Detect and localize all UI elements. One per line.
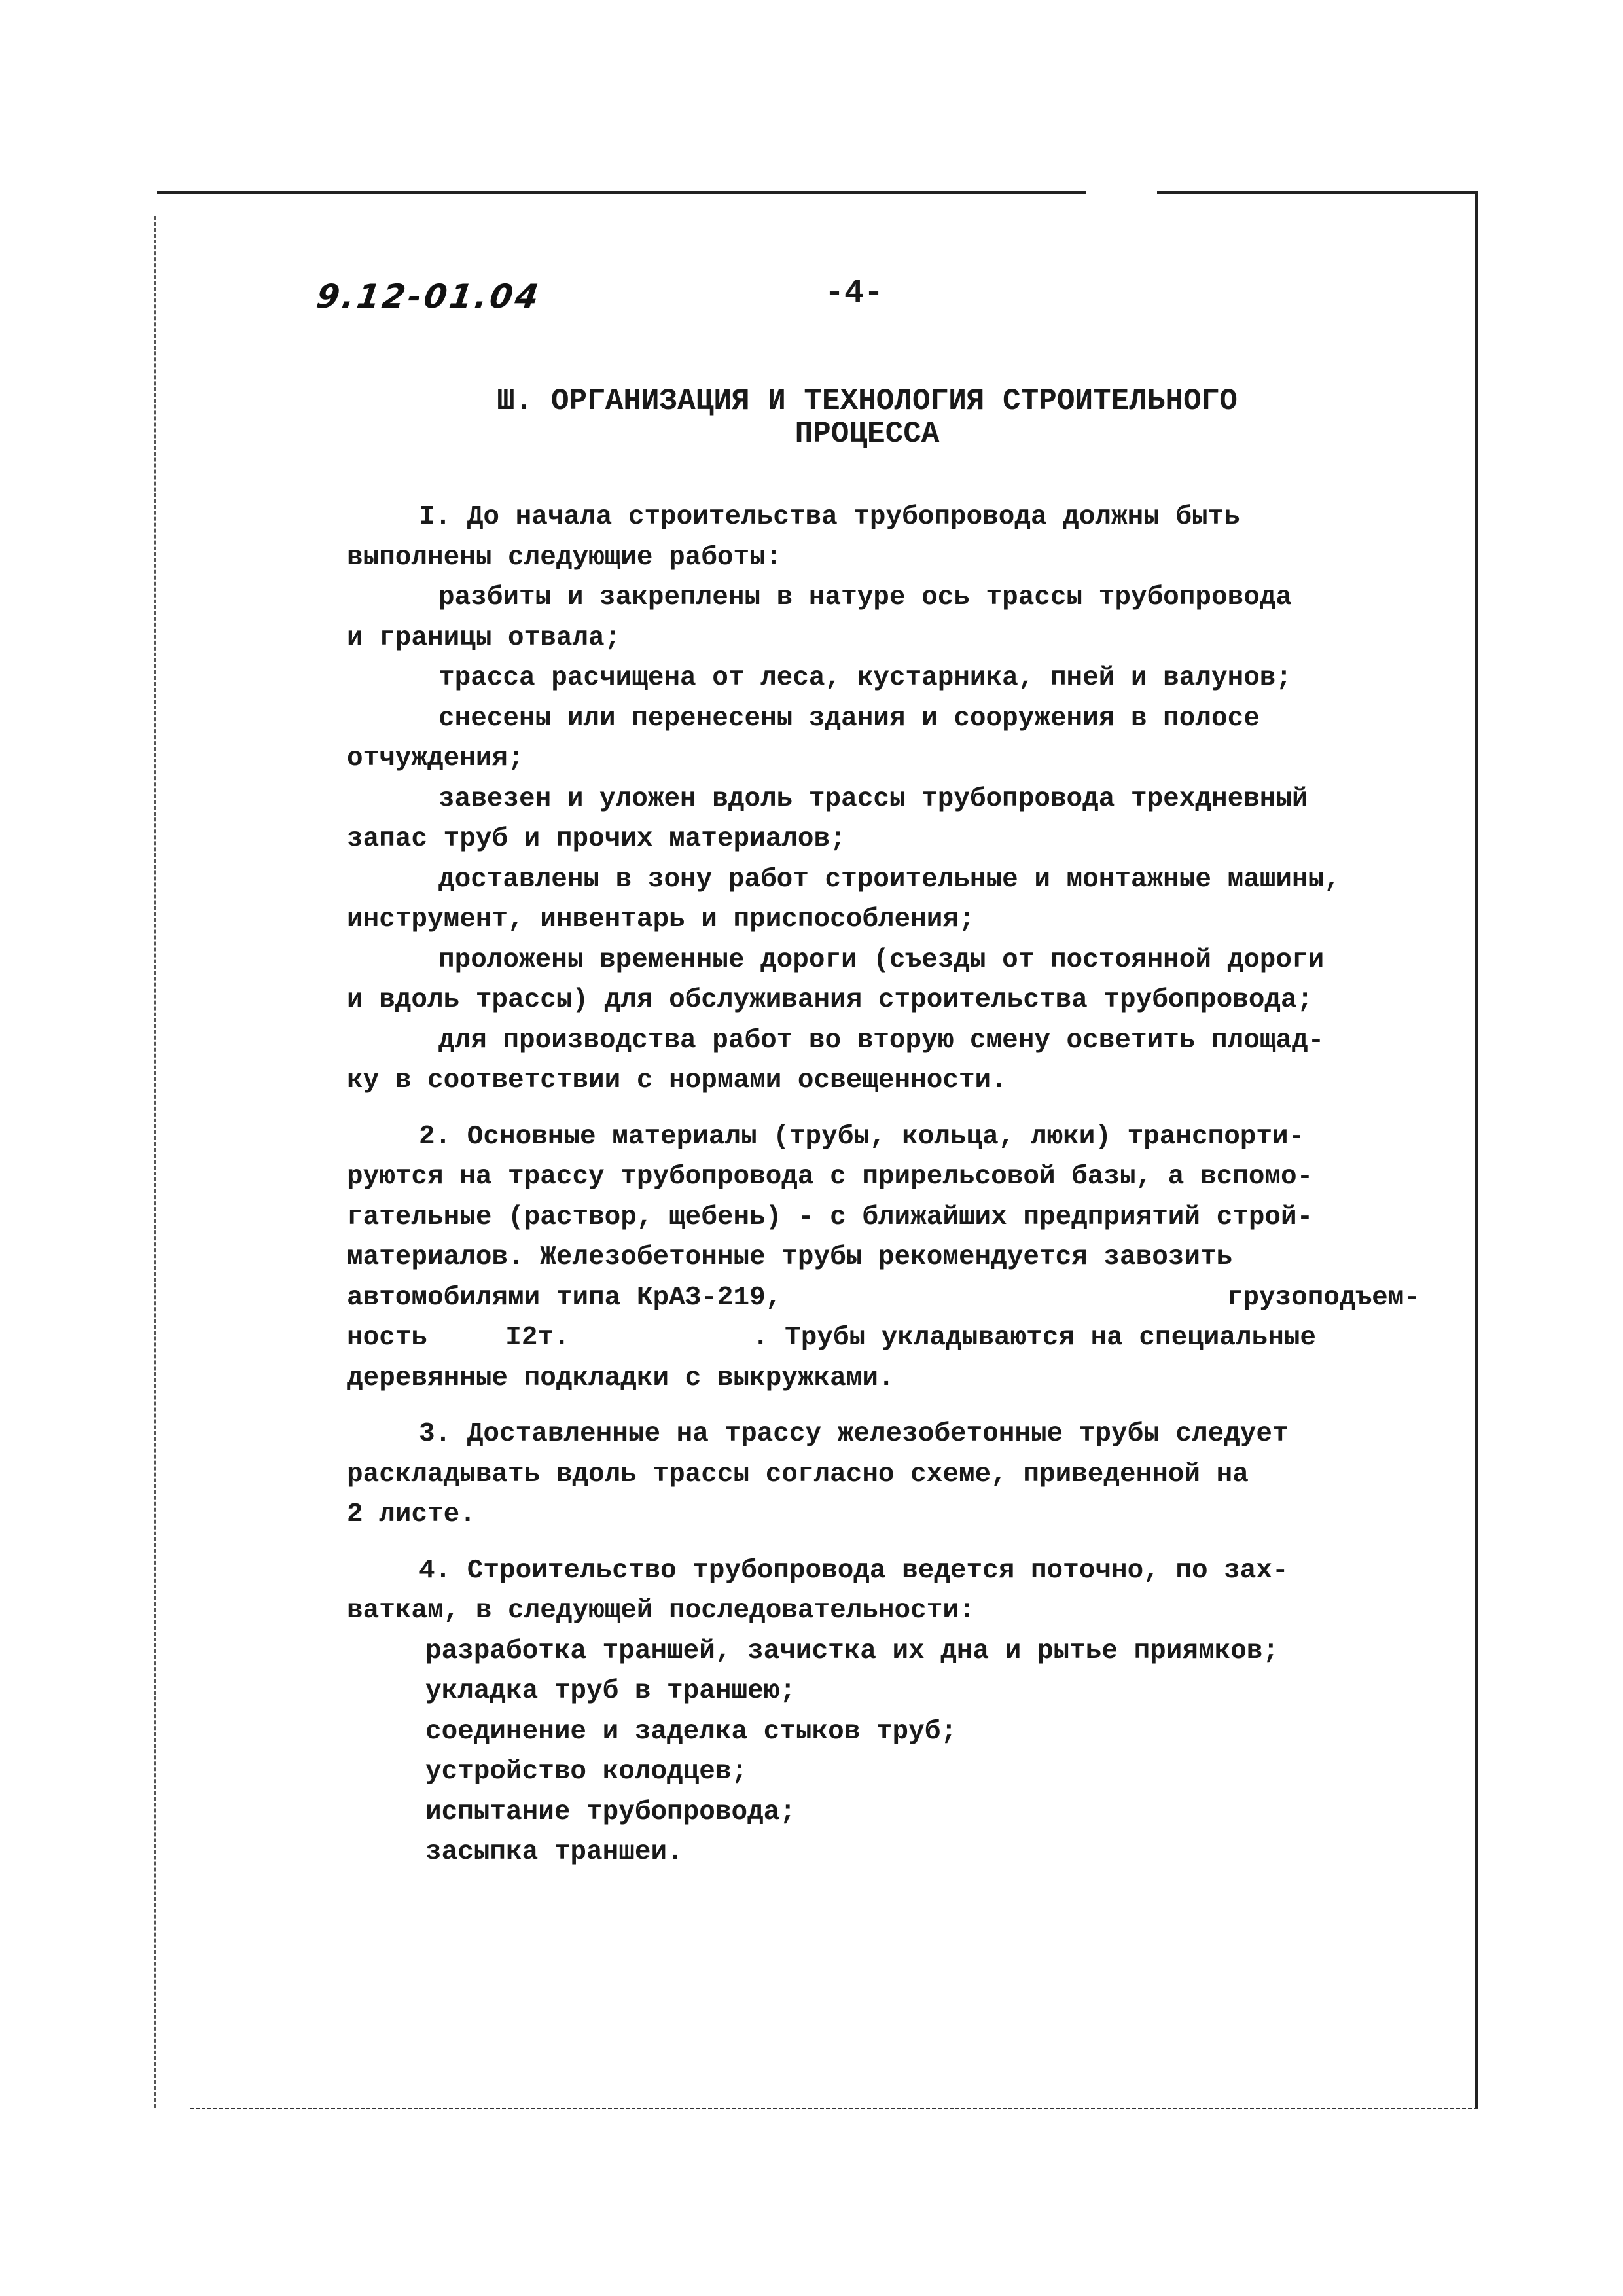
text-line: I. До начала строительства трубопровода должны быть bbox=[419, 502, 1240, 532]
frame-left-rule bbox=[154, 216, 156, 2108]
frame-bottom-rule bbox=[190, 2108, 1478, 2109]
paragraph-3 bbox=[347, 1414, 1420, 1535]
text-line: деревянные подкладки с выкружками. bbox=[347, 1363, 895, 1393]
text-line: руются на трассу трубопровода с прирельсовой базы, а вспомо- bbox=[347, 1162, 1313, 1192]
list-item: испытание трубопровода; bbox=[425, 1797, 796, 1827]
text-fragment: автомобилями типа КрАЗ-219, bbox=[347, 1282, 782, 1313]
paragraph-2 bbox=[347, 1117, 1420, 1399]
text-fragment: I2т. bbox=[505, 1323, 570, 1353]
list-item: соединение и заделка стыков труб; bbox=[425, 1716, 957, 1747]
list-item: устройство колодцев; bbox=[425, 1757, 748, 1787]
section-title-line-1: Ш. ОРГАНИЗАЦИЯ И ТЕХНОЛОГИЯ СТРОИТЕЛЬНОГО bbox=[497, 384, 1238, 418]
text-fragment: ность bbox=[347, 1323, 428, 1353]
paragraph-4 bbox=[347, 1551, 1420, 1873]
text-line: 2. Основные материалы (трубы, кольца, люки) транспорти- bbox=[419, 1121, 1305, 1152]
text-line: ку в соответствии с нормами освещенности. bbox=[347, 1066, 1007, 1096]
text-line: проложены временные дороги (съезды от постоянной дороги bbox=[438, 944, 1325, 975]
text-line: отчуждения; bbox=[347, 744, 524, 774]
text-line: 4. Строительство трубопровода ведется поточно, по зах- bbox=[419, 1555, 1289, 1586]
text-fragment: . Трубы укладываются на специальные bbox=[752, 1323, 1317, 1353]
text-fragment: грузоподъем- bbox=[1226, 1282, 1420, 1313]
text-line: и границы отвала; bbox=[347, 622, 621, 653]
text-line: завезен и уложен вдоль трассы трубопровода трехдневный bbox=[438, 783, 1308, 814]
text-line bbox=[347, 1318, 1420, 1359]
text-line: инструмент, инвентарь и приспособления; bbox=[347, 905, 975, 935]
text-line: материалов. Железобетонные трубы рекомендуется завозить bbox=[347, 1242, 1233, 1272]
section-title-line-2: ПРОЦЕССА bbox=[794, 417, 940, 451]
frame-top-rule-right bbox=[1157, 191, 1478, 194]
text-line bbox=[347, 1278, 1420, 1319]
text-line: выполнены следующие работы: bbox=[347, 542, 782, 573]
text-line: запас труб и прочих материалов; bbox=[347, 824, 846, 854]
text-line: гательные (раствор, щебень) - с ближайших предприятий строй- bbox=[347, 1202, 1313, 1232]
list-item: разработка траншей, зачистка их дна и рытье приямков; bbox=[425, 1636, 1279, 1666]
text-line: для производства работ во вторую смену осветить площад- bbox=[438, 1025, 1325, 1056]
text-line: ваткам, в следующей последовательности: bbox=[347, 1596, 975, 1626]
document-code: 9.12-01.04 bbox=[313, 278, 544, 315]
list-item: укладка труб в траншею; bbox=[425, 1676, 796, 1706]
document-body bbox=[347, 497, 1420, 1873]
text-line: 3. Доставленные на трассу железобетонные трубы следует bbox=[419, 1419, 1289, 1449]
text-line: трасса расчищена от леса, кустарника, пней и валунов; bbox=[438, 663, 1293, 693]
paragraph-1 bbox=[347, 497, 1420, 1102]
text-line: разбиты и закреплены в натуре ось трассы трубопровода bbox=[438, 583, 1293, 613]
text-line: раскладывать вдоль трассы согласно схеме, приведенной на bbox=[347, 1459, 1249, 1490]
text-line: доставлены в зону работ строительные и монтажные машины, bbox=[438, 864, 1340, 895]
list-item: засыпка траншеи. bbox=[425, 1837, 683, 1867]
text-line: 2 листе. bbox=[347, 1499, 476, 1530]
page-number: -4- bbox=[825, 275, 884, 312]
section-title bbox=[327, 385, 1407, 450]
text-line: и вдоль трассы) для обслуживания строительства трубопровода; bbox=[347, 985, 1313, 1015]
frame-top-rule-left bbox=[157, 191, 1086, 194]
text-line: снесены или перенесены здания и сооружения в полосе bbox=[438, 703, 1260, 734]
frame-right-rule bbox=[1475, 191, 1478, 2109]
